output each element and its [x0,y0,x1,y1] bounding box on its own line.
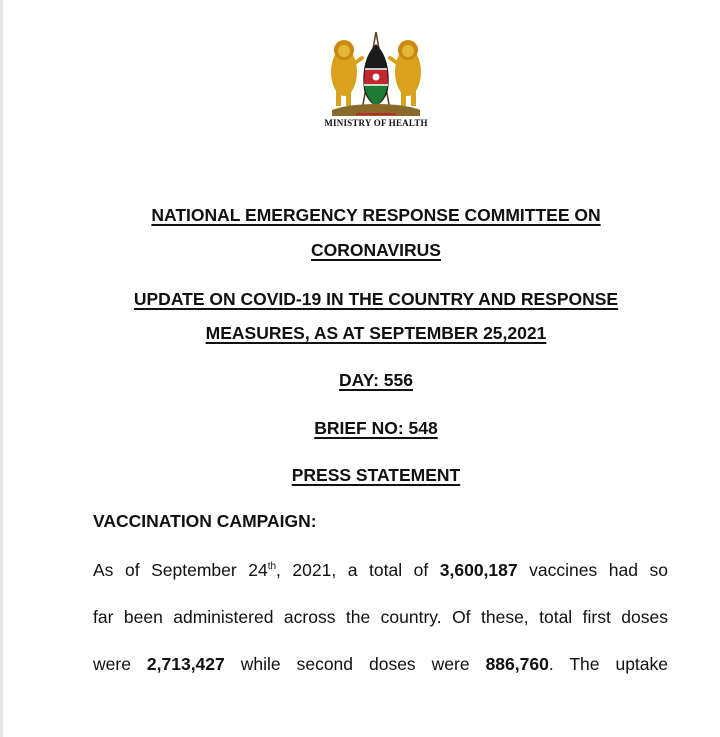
committee-title-line-2: CORONAVIRUS [311,240,441,260]
page-edge [0,0,3,737]
paragraph-line-3: were 2,713,427 while second doses were 886,760. The uptake [93,654,669,674]
total-vaccines-value: 3,600,187 [439,560,518,580]
right-lion-icon [390,40,421,106]
press-statement-title: PRESS STATEMENT [291,465,461,485]
second-doses-value: 886,760 [485,654,549,674]
shield-icon [363,44,388,106]
vaccination-section-title: VACCINATION CAMPAIGN: [93,511,317,531]
update-title-line-2: MEASURES, AS AT SEPTEMBER 25,2021 [205,323,547,343]
first-doses-value: 2,713,427 [146,654,225,674]
paragraph-line-1: As of September 24th, 2021, a total of 3,600,187 vaccines had so [93,560,668,580]
day-label: DAY: 556 [339,370,413,390]
paragraph-line-2: far been administered across the country. Of these, total first doses [93,607,668,627]
left-lion-icon [331,40,362,106]
ministry-label: MINISTRY OF HEALTH [324,118,428,128]
update-title-line-1: UPDATE ON COVID-19 IN THE COUNTRY AND RESPONSE [133,289,619,309]
brief-number: BRIEF NO: 548 [314,418,438,438]
committee-title-line-1: NATIONAL EMERGENCY RESPONSE COMMITTEE ON [151,205,601,225]
coat-of-arms-emblem [322,30,430,120]
